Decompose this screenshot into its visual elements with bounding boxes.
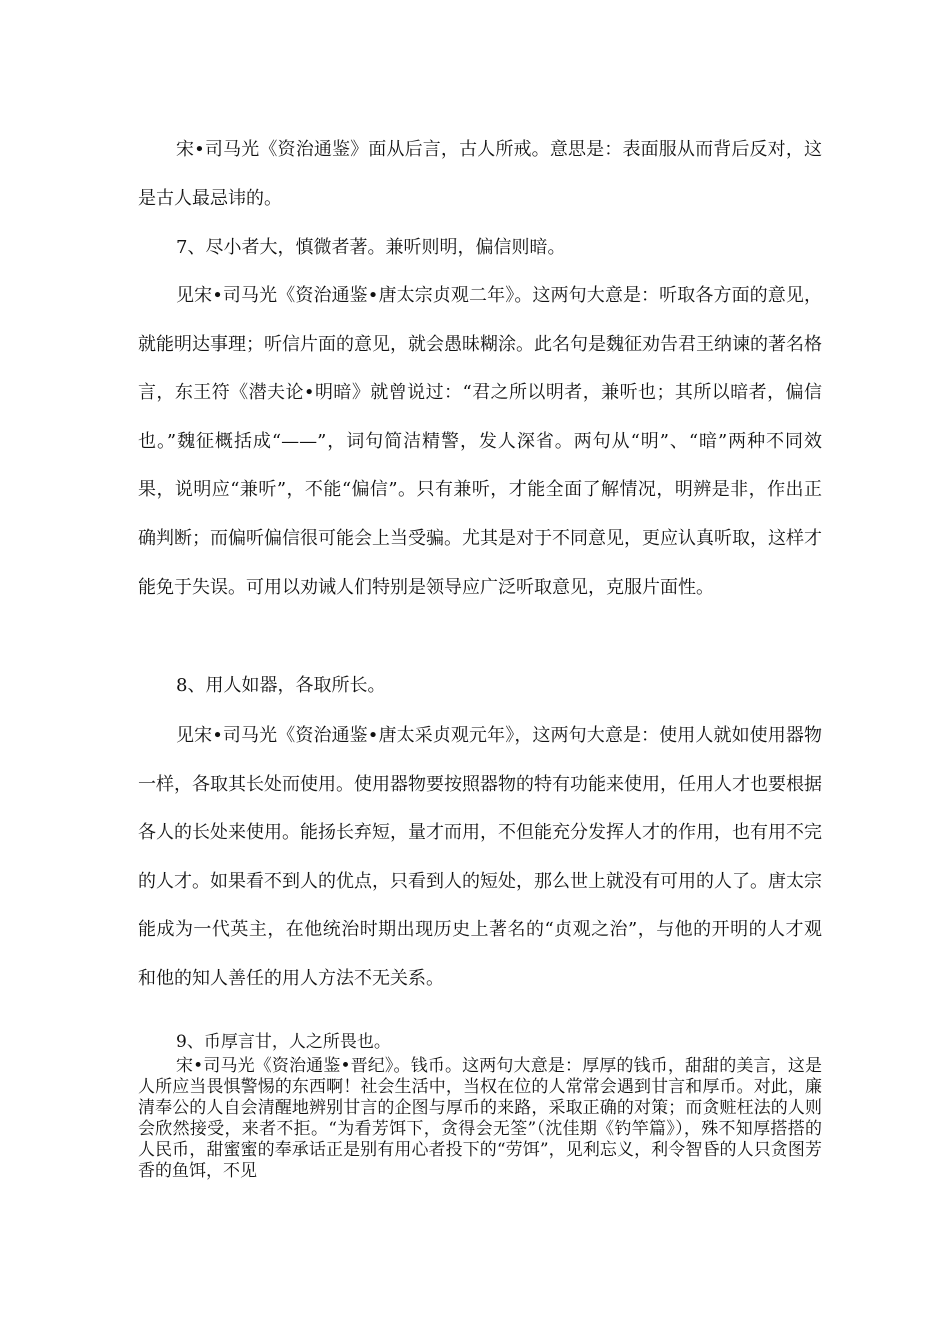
heading-item-9: 9、币厚言甘，人之所畏也。: [176, 1032, 391, 1052]
paragraph-item-8: 见宋•司马光《资治通鉴•唐太采贞观元年》，这两句大意是：使用人就如使用器物一样，各取其长处而使用。使用器物要按照器物的特有功能来使用，任用人才也要根据各人的长处来使用。能扬长弃短，量才而用，不但能充分发挥人才的作用，也有用不完的人才。如果看不到人的优点，只看到人的短处，那么世上就没有可用的人了。唐太宗能成为一代英主，在他统治时期出现历史上著名的“贞观之治”，与他的开明的人才观和他的知人善任的用人方法不无关系。: [138, 725, 822, 989]
paragraph-item-9: 宋•司马光《资治通鉴•晋纪》。钱币。这两句大意是：厚厚的钱币，甜甜的美言，这是人所应当畏惧警惕的东西啊！社会生活中，当权在位的人常常会遇到甘言和厚币。对此，廉清奉公的人自会清醒地辨别甘言的企图与厚币的来路，采取正确的对策；而贪赃枉法的人则会欣然接受，来者不拒。“为看芳饵下，贪得会无筌”（沈佳期《钓竿篇》），殊不知厚搭搭的人民币，甜蜜蜜的奉承话正是别有用心者投下的“劳饵”，见利忘义，利令智昏的人只贪图芳香的鱼饵，不见: [138, 1056, 822, 1181]
paragraph-item-7: 见宋•司马光《资治通鉴•唐太宗贞观二年》。这两句大意是：听取各方面的意见，就能明达事理；听信片面的意见，就会愚昧糊涂。此名句是魏征劝告君王纳谏的著名格言，东王符《潜夫论•明暗》就曾说过：“君之所以明者，兼听也；其所以暗者，偏信也。”魏征概括成“——”，词句简洁精警，发人深省。两句从“明”、“暗”两种不同效果，说明应“兼听”，不能“偏信”。只有兼听，才能全面了解情况，明辨是非，作出正确判断；而偏听偏信很可能会上当受骗。尤其是对于不同意见，更应认真听取，这样才能免于失误。可用以劝诫人们特别是领导应广泛听取意见，克服片面性。: [138, 285, 822, 598]
paragraph-intro: 宋•司马光《资治通鉴》面从后言，古人所戒。意思是：表面服从而背后反对，这是古人最忌讳的。: [138, 139, 822, 209]
heading-item-8: 8、用人如器，各取所长。: [176, 675, 386, 696]
heading-item-7: 7、尽小者大，慎微者著。兼听则明，偏信则暗。: [176, 237, 566, 258]
